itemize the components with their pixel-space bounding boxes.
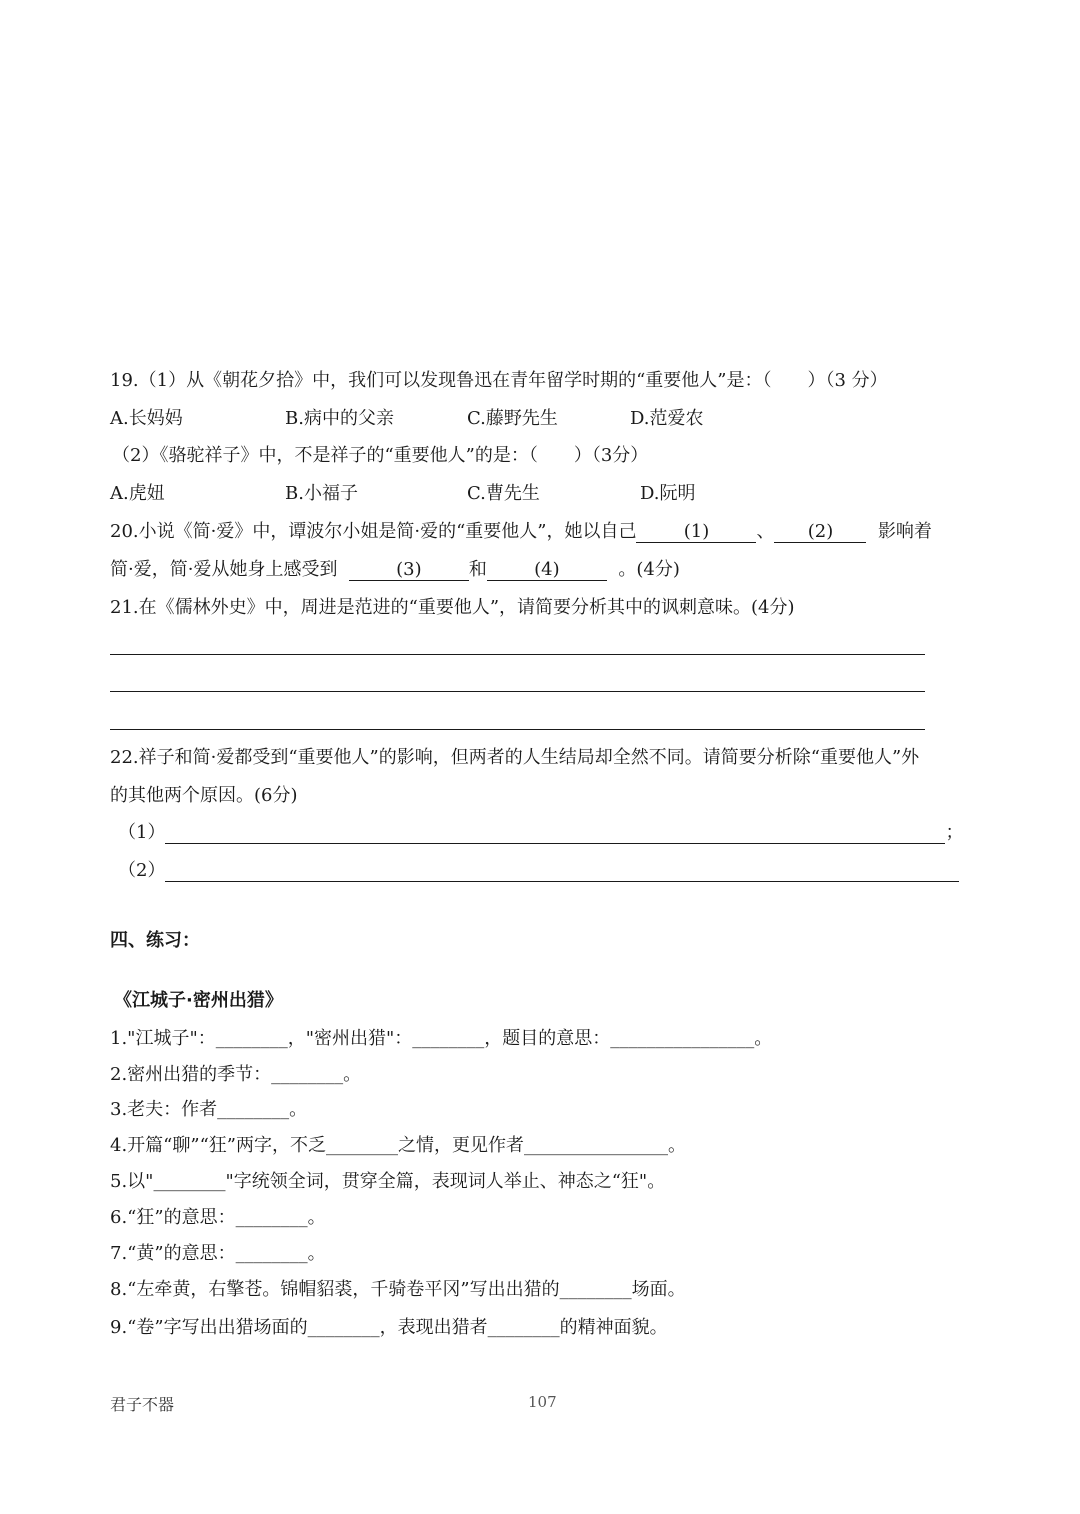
q19-p2-option-d: D.阮明 [640, 483, 696, 504]
exercise-item-1: 1."江城子"：________，"密州出猎"：________，题目的意思：________________。 [110, 1028, 773, 1049]
q20-blank-3[interactable]: (3) [349, 560, 469, 581]
q19-p2-option-b: B.小福子 [285, 483, 358, 504]
q20-blank-4[interactable]: (4) [487, 560, 607, 581]
q22-item2-label: （2） [118, 860, 166, 881]
exercise-item-2: 2.密州出猎的季节：________。 [110, 1064, 362, 1085]
q20-blank-2[interactable]: (2) [774, 522, 866, 543]
exercise-item-3: 3.老夫：作者________。 [110, 1099, 308, 1120]
q20-line2 [110, 558, 680, 582]
q20-text-d: 简·爱，简·爱从她身上感受到 [110, 559, 338, 580]
q22-item1-label: （1） [118, 822, 166, 843]
q20-text-c: 影响着 [877, 521, 932, 542]
exercise-item-8: 8.“左牵黄，右擎苍。锦帽貂裘，千骑卷平冈”写出出猎的________场面。 [110, 1279, 686, 1300]
q19-p2-option-c: C.曹先生 [467, 483, 540, 504]
q22-line1: 22.祥子和简·爱都受到“重要他人”的影响，但两者的人生结局却全然不同。请简要分析除“重要他人”外 [110, 747, 920, 768]
q20-blank-1[interactable]: (1) [636, 522, 756, 543]
q22-item-1 [118, 821, 963, 845]
q22-line2: 的其他两个原因。(6分) [110, 785, 298, 806]
q21-answer-line-2[interactable] [110, 691, 925, 692]
q22-item-2 [118, 859, 959, 883]
footer-text: 君子不器 [110, 1395, 175, 1414]
q20-text-e: 。(4分) [618, 559, 680, 580]
q19-part1-text: 19.（1）从《朝花夕拾》中，我们可以发现鲁迅在青年留学时期的“重要他人”是：（ ）（3 分） [110, 370, 888, 391]
q21-text: 21.在《儒林外史》中，周进是范进的“重要他人”，请简要分析其中的讽刺意味。(4分) [110, 597, 795, 618]
q20-text-a: 20.小说《简·爱》中，谭波尔小姐是简·爱的“重要他人”，她以自己 [110, 521, 637, 542]
q20-line1 [110, 520, 932, 544]
page-number: 107 [528, 1393, 557, 1411]
q21-answer-line-1[interactable] [110, 654, 925, 655]
q22-answer-2[interactable] [165, 861, 959, 882]
q19-p1-option-a: A.长妈妈 [110, 408, 183, 429]
exercise-item-6: 6.“狂”的意思：________。 [110, 1207, 326, 1228]
exercise-item-9: 9.“卷”字写出出猎场面的________，表现出猎者________的精神面貌。 [110, 1317, 668, 1338]
q20-and: 和 [468, 559, 487, 580]
exercise-item-5: 5.以"________"字统领全词，贯穿全篇，表现词人举止、神态之“狂"。 [110, 1171, 666, 1192]
q19-p1-option-d: D.范爱农 [630, 408, 704, 429]
section-heading: 四、练习： [110, 930, 200, 951]
q21-answer-line-3[interactable] [110, 729, 925, 730]
q20-separator: 、 [756, 521, 775, 542]
q22-answer-1[interactable] [165, 823, 945, 844]
q19-p1-option-b: B.病中的父亲 [285, 408, 394, 429]
q19-p1-option-c: C.藤野先生 [467, 408, 558, 429]
exercise-item-4: 4.开篇“聊”“狂”两字，不乏________之情，更见作者________________。 [110, 1135, 686, 1156]
q19-part2-text: （2）《骆驼祥子》中，不是祥子的“重要他人”的是：（ ）（3分） [112, 445, 649, 466]
q19-p2-option-a: A.虎妞 [110, 483, 165, 504]
poem-title: 《江城子·密州出猎》 [114, 990, 283, 1011]
exercise-item-7: 7.“黄”的意思：________。 [110, 1243, 326, 1264]
q22-item1-end: ； [945, 822, 964, 843]
